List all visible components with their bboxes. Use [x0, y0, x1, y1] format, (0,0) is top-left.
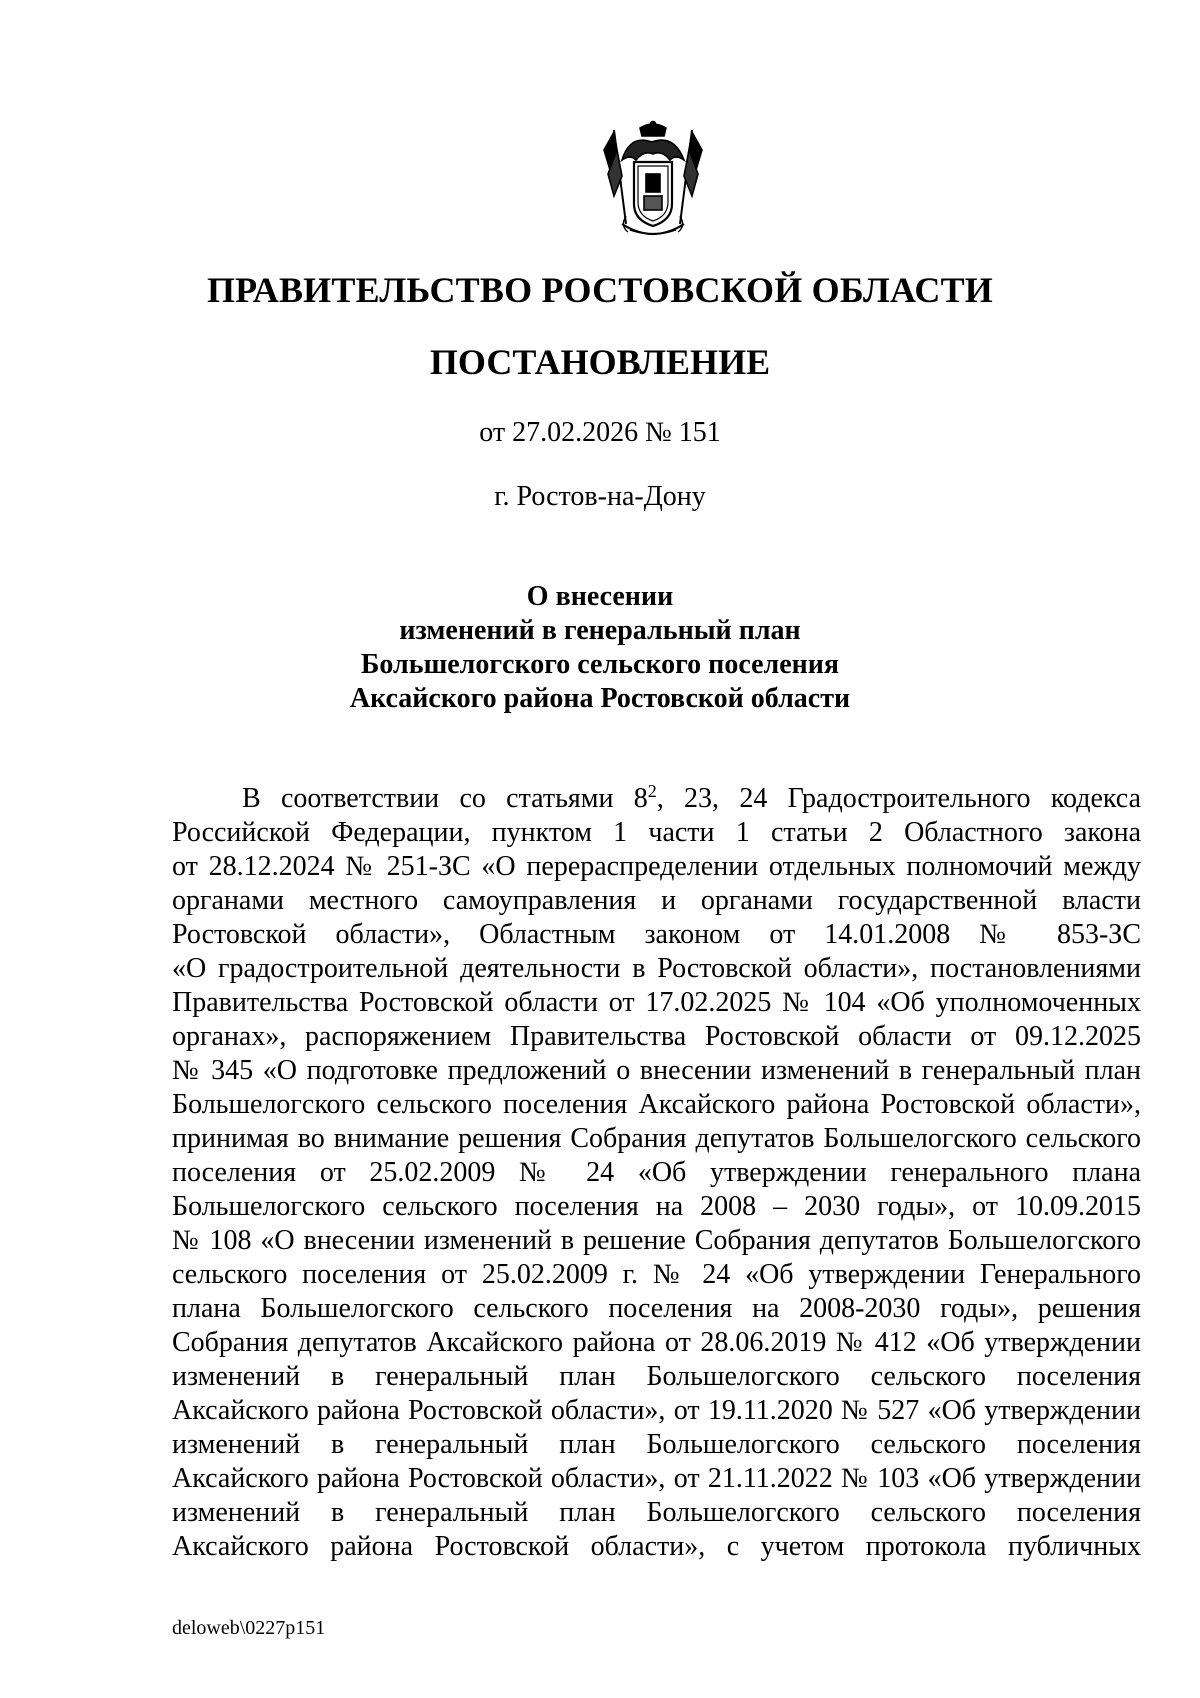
document-subject: [0, 580, 1200, 716]
body-line: от 28.12.2024 № 251-ЗС «О перераспределении отдельных полномочий между: [172, 851, 1141, 882]
body-line: Большелогского сельского поселения Аксайского района Ростовской области»,: [172, 1089, 1141, 1120]
body-line: сельского поселения от 25.02.2009 г. № 24 «Об утверждении Генерального: [172, 1259, 1141, 1290]
superscript: 2: [647, 781, 657, 801]
body-line: Собрания депутатов Аксайского района от 28.06.2019 № 412 «Об утверждении: [172, 1327, 1141, 1358]
body-line: Аксайского района Ростовской области», с учетом протокола публичных: [172, 1531, 1141, 1562]
subject-line: О внесении: [526, 581, 674, 612]
body-line: Ростовской области», Областным законом от 14.01.2008 № 853-ЗС: [172, 919, 1141, 950]
body-line: изменений в генеральный план Большелогского сельского поселения: [172, 1497, 1141, 1528]
coat-of-arms-icon: [600, 120, 706, 242]
body-line-first: [172, 782, 1141, 816]
subject-line: Большелогского сельского поселения: [360, 649, 840, 680]
body-line: органах», распоряжением Правительства Ростовской области от 09.12.2025: [172, 1021, 1141, 1052]
body-line: изменений в генеральный план Большелогского сельского поселения: [172, 1361, 1141, 1392]
body-line: «О градостроительной деятельности в Ростовской области», постановлениями: [172, 953, 1141, 984]
body-line: Российской Федерации, пунктом 1 части 1 статьи 2 Областного закона: [172, 817, 1141, 848]
body-line: Аксайского района Ростовской области», от 21.11.2022 № 103 «Об утверждении: [172, 1463, 1141, 1494]
document-date-number: от 27.02.2026 № 151: [479, 417, 721, 448]
body-line: изменений в генеральный план Большелогского сельского поселения: [172, 1429, 1141, 1460]
organization-title: ПРАВИТЕЛЬСТВО РОСТОВСКОЙ ОБЛАСТИ: [206, 270, 994, 310]
body-line: Большелогского сельского поселения на 2008 – 2030 годы», от 10.09.2015: [172, 1191, 1141, 1222]
body-line: плана Большелогского сельского поселения на 2008-2030 годы», решения: [172, 1293, 1141, 1324]
footer-file-code: deloweb\0227p151: [172, 1617, 326, 1639]
body-line: Правительства Ростовской области от 17.02.2025 № 104 «Об уполномоченных: [172, 987, 1141, 1018]
body-text-fragment: , 23, 24 Градостроительного кодекса: [656, 783, 1141, 814]
subject-line: Аксайского района Ростовской области: [349, 683, 851, 714]
body-text-fragment: В соответствии со статьями 8: [242, 783, 648, 814]
body-line: поселения от 25.02.2009 № 24 «Об утверждении генерального плана: [172, 1157, 1141, 1188]
body-line: № 345 «О подготовке предложений о внесении изменений в генеральный план: [172, 1055, 1141, 1086]
body-line: органами местного самоуправления и органами государственной власти: [172, 885, 1141, 916]
body-line: Аксайского района Ростовской области», от 19.11.2020 № 527 «Об утверждении: [172, 1395, 1141, 1426]
subject-line: изменений в генеральный план: [399, 615, 801, 646]
document-city: г. Ростов-на-Дону: [494, 481, 706, 512]
document-type: ПОСТАНОВЛЕНИЕ: [429, 342, 771, 382]
document-body: [172, 782, 1141, 1564]
body-line: принимая во внимание решения Собрания депутатов Большелогского сельского: [172, 1123, 1141, 1154]
body-line: № 108 «О внесении изменений в решение Собрания депутатов Большелогского: [172, 1225, 1141, 1256]
